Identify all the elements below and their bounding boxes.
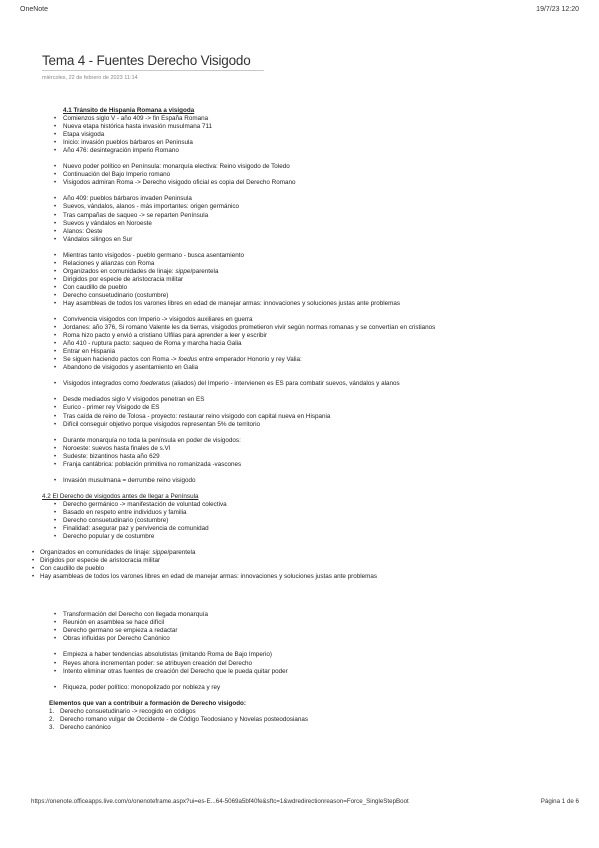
list-group-9 [0,477,599,485]
list-item: • Desde mediados siglo V visigodos penetran en ES [0,396,599,404]
list-item: • Durante monarquía no toda la península en poder de visigodos: [0,437,599,445]
footer-page-number: Página 1 de 6 [540,798,579,805]
list-group-6 [0,380,599,388]
numbered-item [0,724,599,732]
elements-list [0,708,599,732]
section-heading-4-1: 4.1 Tránsito de Hispania Romana a visigoda [63,107,195,114]
list-item: • Vándalos silingos en Sur [0,236,599,244]
list-group-5 [0,316,599,372]
list-item: • Suevos, vándalos, alanos - más importantes: origen germánico [0,203,599,211]
list-item: • Jordanes: año 376, Si romano Valente les da tierras, visigodos prometieron vivir según normas romanas y se convertían en cristianos [0,324,559,332]
list-item: • Continuación del Bajo Imperio romano [0,171,599,179]
list-item: • Transformación del Derecho con llegada monarquía [0,611,599,619]
footer-url: https://onenote.officeapps.live.com/o/onenoteframe.aspx?ui=es-E...64-5069a5bf40fe&sftc=1&wdredirectionreason=Force_SingleStepBoot [31,798,409,805]
list-group-h2 [0,651,599,675]
list-item: • Derecho popular y de costumbre [0,533,599,541]
list-group-3 [0,195,599,243]
list-item: • Derecho consuetudinario (costumbre) [0,517,599,525]
list-item: • Año 409: pueblos bárbaros invaden Peninsula [0,195,599,203]
list-item: • Riqueza, poder político: monopolizado por nobleza y rey [0,684,599,692]
list-item: • Basado en respeto entre individuos y familia [0,509,599,517]
list-item: • Visigodos integrados como foederatus (aliados) del Imperio - intervienen es ES para combatir suevos, vándalos y alanos [0,380,599,388]
list-item: • Derecho consuetudinario (costumbre) [0,292,599,300]
list-item: • Convivencia visigodos con Imperio -> visigodos auxiliares en guerra [0,316,559,324]
list-item: • Dirigidos por especie de aristocracia militar [0,557,599,565]
list-item: • Sudeste: bizantinos hasta año 629 [0,453,599,461]
list-item: • Año 476: desintegración imperio Romano [0,147,599,155]
list-item: • Empieza a haber tendencias absolutistas (imitando Roma de Bajo Imperio) [0,651,599,659]
list-item: • Entrar en Hispania [0,348,559,356]
list-group-h1 [0,611,599,643]
page-title: Tema 4 - Fuentes Derecho Visigodo [42,53,251,68]
list-item: • Reyes ahora incrementan poder: se atribuyen creación del Derecho [0,660,599,668]
list-item: • Relaciones y alianzas con Roma [0,260,599,268]
list-item: • Franja cantábrica: población primitiva no romanizada -vascones [0,461,599,469]
title-underline [42,70,264,71]
list-item: • Etapa visigoda [0,131,599,139]
list-group-1 [0,115,599,155]
list-group-h3 [0,684,599,692]
list-item: • Eurico - primer rey Visigodo de ES [0,404,599,412]
list-item: • Mientras tanto visigodos - pueblo germano - busca asentamiento [0,252,599,260]
list-group-8 [0,437,599,469]
page-date: miércoles, 22 de febrero de 2023 11:14 [42,75,138,81]
item-text: Derecho consuetudinario -> recogido en códigos [60,707,196,715]
list-group-2 [0,163,599,187]
list-item: • Hay asambleas de todos los varones libres en edad de manejar armas: innovaciones y soluciones justas ante problemas [0,300,599,308]
list-item: • Tras campañas de saqueo -> se reparten Península [0,212,599,220]
list-item: • Difícil conseguir objetivo porque visigodos representan 5% de territorio [0,421,599,429]
elements-heading: Elementos que van a contribuir a formación de Derecho visigodo: [49,699,246,707]
list-item: • Se siguen haciendo pactos con Roma -> foedus entre emperador Honorio y rey Valia: [0,356,559,364]
list-item: • Suevos y vándalos en Noroeste [0,220,599,228]
numbered-item [0,708,599,716]
section-heading-4-2: 4.2 El Derecho de visigodos antes de llegar a Península [42,492,199,500]
item-number: 3. [49,723,55,731]
item-text: Derecho romano vulgar de Occidente - de Código Teodosiano y Novelas posteodosianas [60,715,309,723]
list-item: • Derecho germánico -> manifestación de voluntad colectiva [0,501,599,509]
list-item: • Finalidad: asegurar paz y pervivencia de comunidad [0,525,599,533]
list-group-7 [0,396,599,428]
list-item: • Abandono de visigodos y asentamiento en Galia [0,364,559,372]
app-name: OneNote [20,6,49,13]
list-item: • Inicio: invasión pueblos bárbaros en Peninsula [0,139,599,147]
list-item: • Dirigidos por especie de aristocracia militar [0,276,599,284]
list-item: • Intento eliminar otras fuentes de creación del Derecho que le pueda quitar poder [0,668,599,676]
list-item: • Con caudillo de pueblo [0,565,599,573]
item-text: Derecho canónico [60,723,111,731]
list-item: • Alanos: Oeste [0,228,599,236]
list-item: • Visigodos admiran Roma -> Derecho visigodo oficial es copia del Derecho Romano [0,179,599,187]
note-body [0,107,599,732]
item-number: 1. [49,707,55,715]
numbered-item [0,716,599,724]
list-item: • Con caudillo de pueblo [0,284,599,292]
list-item: • Derecho germano se empieza a redactar [0,627,599,635]
list-item: • Obras influidas por Derecho Canónico [0,635,599,643]
list-item: • Noroeste: suevos hasta finales de s.VI [0,445,599,453]
item-number: 2. [49,715,55,723]
list-item: • Año 410 - ruptura pacto: saqueo de Roma y marcha hacia Galia [0,340,559,348]
list-item: • Roma hizo pacto y envió a cristiano Ulfilas para aprender a leer y escribir [0,332,559,340]
list-item: • Nueva etapa histórica hasta invasión musulmana 711 [0,123,599,131]
list-group-outer [0,549,599,581]
list-item: • Hay asambleas de todos los varones libres en edad de manejar armas: innovaciones y soluciones justas ante problemas [0,573,599,581]
print-datetime: 19/7/23 12:20 [536,6,579,13]
list-item: • Invasión musulmana = derrumbe reino visigodo [0,477,599,485]
list-group-4 [0,252,599,308]
list-item: • Reunión en asamblea se hace difícil [0,619,599,627]
list-item: • Nuevo poder político en Península: monarquía electiva: Reino visigodo de Toledo [0,163,599,171]
list-item: • Comienzos siglo V - año 409 -> fin España Romana [0,115,599,123]
list-item: • Tras caída de reino de Tolosa - proyecto: restaurar reino visigodo con capital nueva en Hispania [0,413,599,421]
list-item: • Organizados en comunidades de linaje: sippe/parentela [0,549,599,557]
list-item: • Organizados en comunidades de linaje: sippe/parentela [0,268,599,276]
list-group-s2 [0,501,599,541]
